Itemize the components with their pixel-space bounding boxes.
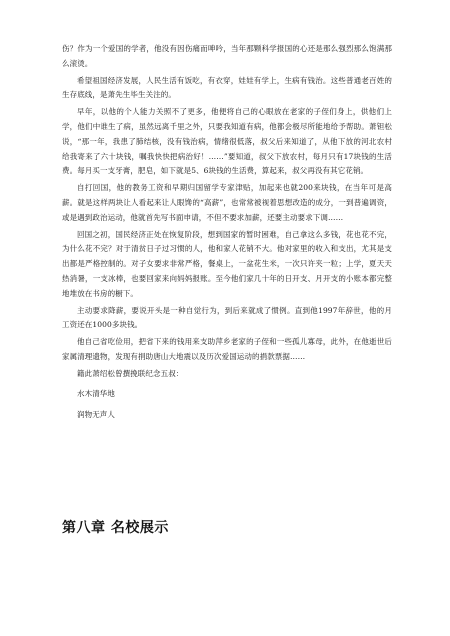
paragraph: 主动要求降薪，要说开头是一种自觉行为，到后来就成了惯例。直到他1997年辞世，他的月工资还在1000多块钱。	[62, 305, 392, 330]
couplet-intro: 籍此萧绍松曾撰挽联纪念五叔：	[77, 368, 184, 378]
paragraph: 他自己省吃俭用，把省下来的钱用来支助萍乡老家的子侄和一些孤儿寡母，此外，在他逝世后家属清理遗物，发现有捐助唐山大地震以及历次爱国运动的捐款票据……	[62, 337, 392, 361]
couplet-line-2: 润物无声人	[77, 409, 115, 419]
chapter-title: 第八章 名校展示	[62, 520, 169, 536]
couplet-line-1: 水木清华地	[77, 388, 115, 398]
body-text	[62, 42, 392, 425]
paragraph: 希望祖国经济发展，人民生活有饭吃，有衣穿，娃娃有学上，生病有钱治。这些普通老百姓的生存底线，是萧先生毕生关注的。	[62, 75, 392, 100]
paragraph: 回国之初，国民经济正处在恢复阶段，想到国家的暂时困难，自己拿这么多钱，花也花不完，为什么花不完？对于清贫日子过习惯的人，他和家人花销不大。他对家里的收入和支出，尤其是支出都是严格控制的。对子女要求非常严格，餐桌上，一盆花生米，一次只许夹一粒；上学，夏天天热消暑，一支冰棒，也要回家来向妈妈报账。至今他们家几十年的日开支、月开支的小账本都完整地堆放在书房的橱下。	[62, 229, 392, 298]
paragraph: 自打回国，他的教务工资和早期归国留学专家津贴，加起来也就200来块钱，在当年可是高薪。就是这样两块让人看起来让人眼馋的“高薪”，也常常被视着思想改造的成分，一到普遍调资，或是遇到政治运动，他就首先写书面申请，不但不要求加薪，还要主动要求下调……	[62, 183, 392, 222]
paragraph: 伤？作为一个爱国的学者，他没有因伤痛而呻吟，当年那颗科学报国的心还是那么强烈那么饱满那么滚烫。	[62, 44, 392, 68]
paragraph: 早年，以他的个人能力关照不了更多，他便将自己的心眼放在老家的子侄们身上，供他们上学，他们中谁生了病，虽然远离千里之外，只要我知道有病，他都会极尽所能地给予帮助。萧钽松说，“那一年，我患了肺结核，没有钱治病，情绪很低落，叔父后来知道了，从他下放的河北农村给我寄来了六十块钱，嘱我快快把病治好！……”要知道，叔父下放农村，每月只有17块钱的生活费。每月买一支牙膏，肥皂，如下就是5、6块钱的生活费，算起来，叔父再没有其它花销。	[62, 107, 392, 176]
